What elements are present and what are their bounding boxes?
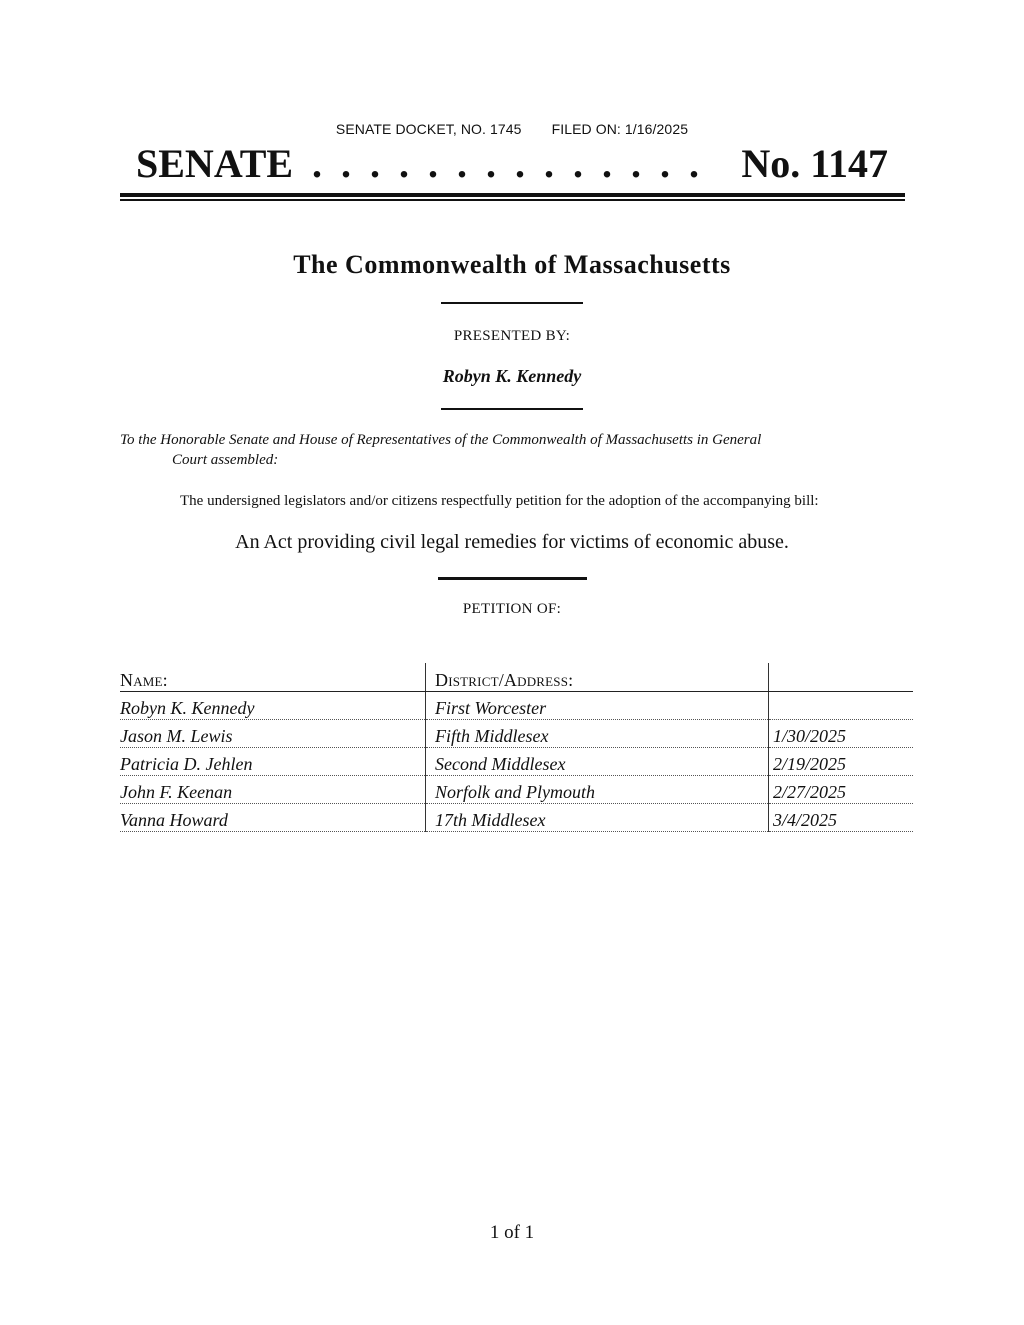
petitioner-name: Jason M. Lewis	[120, 720, 426, 748]
petitioner-district: First Worcester	[426, 692, 769, 720]
header-rule-thick	[120, 193, 905, 197]
chamber-name: SENATE	[136, 141, 294, 186]
column-header-district: District/Address:	[426, 663, 769, 692]
filed-date: FILED ON: 1/16/2025	[551, 121, 689, 137]
petitioner-date	[769, 692, 914, 720]
table-row	[120, 776, 913, 804]
column-header-date	[769, 663, 914, 692]
page-number: 1 of 1	[489, 1222, 535, 1243]
senate-title-row	[136, 140, 888, 190]
table-row	[120, 748, 913, 776]
header-rule-thin	[120, 199, 905, 201]
table-row	[120, 720, 913, 748]
petitioner-district: Norfolk and Plymouth	[426, 776, 769, 804]
petitioner-name: Patricia D. Jehlen	[120, 748, 426, 776]
act-title: An Act providing civil legal remedies for victims of economic abuse.	[235, 531, 789, 553]
table-row	[120, 692, 913, 720]
divider-rule	[441, 302, 583, 304]
leader-dots: . . . . . . . . . . . . . .	[312, 141, 704, 186]
petitioner-date: 1/30/2025	[769, 720, 914, 748]
petitioner-date: 3/4/2025	[769, 804, 914, 832]
petitioner-district: 17th Middlesex	[426, 804, 769, 832]
address-to-court	[120, 430, 880, 470]
presented-by-label: PRESENTED BY:	[453, 328, 571, 344]
column-header-name: Name:	[120, 663, 426, 692]
petitioner-date: 2/19/2025	[769, 748, 914, 776]
docket-header	[0, 121, 1024, 137]
petitioner-name: John F. Keenan	[120, 776, 426, 804]
petition-of-label: PETITION OF:	[462, 601, 562, 617]
address-line-2: Court assembled:	[172, 452, 279, 468]
docket-number: SENATE DOCKET, NO. 1745	[335, 121, 522, 137]
petitioner-district: Second Middlesex	[426, 748, 769, 776]
bill-number: No. 1147	[741, 141, 888, 186]
table-row	[120, 804, 913, 832]
petitioner-date: 2/27/2025	[769, 776, 914, 804]
divider-rule	[438, 577, 587, 580]
petitioners-table	[120, 663, 913, 832]
commonwealth-heading: The Commonwealth of Massachusetts	[293, 250, 731, 279]
divider-rule	[441, 408, 583, 410]
presenter-name: Robyn K. Kennedy	[442, 366, 582, 386]
petitioner-name: Vanna Howard	[120, 804, 426, 832]
address-line-1: To the Honorable Senate and House of Representatives of the Commonwealth of Massachusetts in General	[120, 432, 762, 448]
petition-statement: The undersigned legislators and/or citizens respectfully petition for the adoption of the accompanying bill:	[180, 493, 819, 509]
table-header-row	[120, 663, 913, 692]
petitioner-name: Robyn K. Kennedy	[120, 692, 426, 720]
petitioner-district: Fifth Middlesex	[426, 720, 769, 748]
